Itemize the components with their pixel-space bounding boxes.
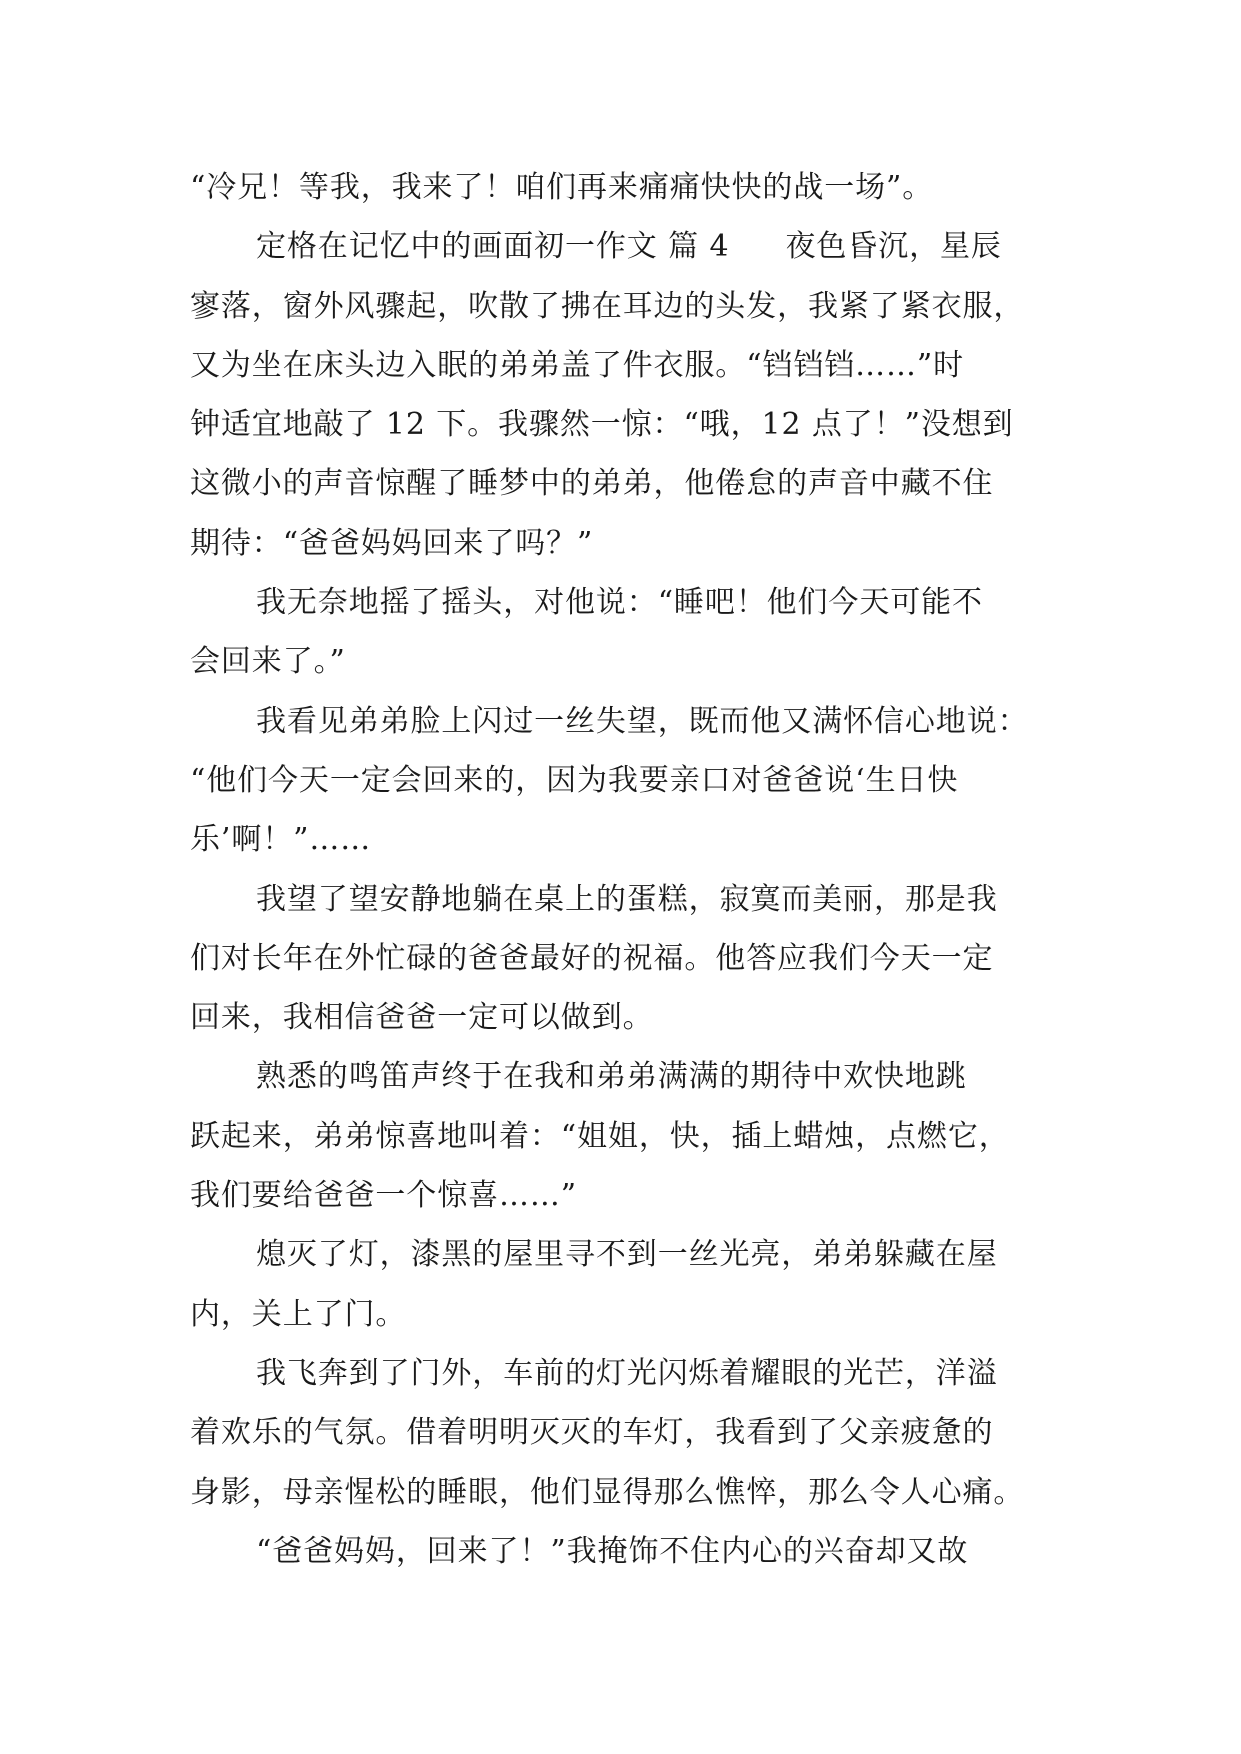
text-line: 乐’啊！”…… xyxy=(190,822,372,858)
essay-text xyxy=(190,158,1060,1581)
heading-line xyxy=(190,217,1060,276)
text-line: 们对长年在外忙碌的爸爸最好的祝福。他答应我们今天一定 xyxy=(190,940,994,976)
text-line: 我飞奔到了门外，车前的灯光闪烁着耀眼的光芒，洋溢 xyxy=(256,1355,998,1391)
text-line: 熄灭了灯，漆黑的屋里寻不到一丝光亮，弟弟躲藏在屋 xyxy=(256,1237,998,1273)
text-line: “爸爸妈妈，回来了！”我掩饰不住内心的兴奋却又故 xyxy=(256,1533,969,1569)
text-line: 熟悉的鸣笛声终于在我和弟弟满满的期待中欢快地跳 xyxy=(256,1059,967,1095)
text-line: 回来，我相信爸爸一定可以做到。 xyxy=(190,1000,654,1036)
text-line: 我看见弟弟脸上闪过一丝失望，既而他又满怀信心地说： xyxy=(256,703,1029,739)
section-label: 篇 4 xyxy=(668,229,730,265)
text-line: 期待：“爸爸妈妈回来了吗？” xyxy=(190,525,594,561)
paragraph-start: 夜色昏沉，星辰 xyxy=(785,229,1002,265)
text-line: 内，关上了门。 xyxy=(190,1296,407,1332)
text-line: “他们今天一定会回来的，因为我要亲口对爸爸说‘生日快 xyxy=(190,762,959,798)
text-line: 我们要给爸爸一个惊喜……” xyxy=(190,1178,578,1214)
text-line: “冷兄！等我，我来了！咱们再来痛痛快快的战一场”。 xyxy=(190,170,934,205)
text-line: 着欢乐的气氛。借着明明灭灭的车灯，我看到了父亲疲惫的 xyxy=(190,1415,994,1451)
text-line: 钟适宜地敲了 12 下。我骤然一惊：“哦，12 点了！”没想到 xyxy=(190,407,1014,443)
text-line: 我望了望安静地躺在桌上的蛋糕，寂寞而美丽，那是我 xyxy=(256,881,998,917)
text-line: 又为坐在床头边入眠的弟弟盖了件衣服。“铛铛铛……”时 xyxy=(190,347,965,383)
text-line: 这微小的声音惊醒了睡梦中的弟弟，他倦怠的声音中藏不住 xyxy=(190,466,994,502)
text-line: 寥落，窗外风骤起，吹散了拂在耳边的头发，我紧了紧衣服， xyxy=(190,288,1025,324)
text-line: 跃起来，弟弟惊喜地叫着：“姐姐，快，插上蜡烛，点燃它， xyxy=(190,1118,1010,1154)
text-line: 我无奈地摇了摇头，对他说：“睡吧！他们今天可能不 xyxy=(256,585,983,621)
text-line: 会回来了。” xyxy=(190,644,346,680)
essay-title: 定格在记忆中的画面初一作文 xyxy=(256,229,658,265)
text-line: 身影，母亲惺松的睡眼，他们显得那么憔悴，那么令人心痛。 xyxy=(190,1474,1025,1510)
